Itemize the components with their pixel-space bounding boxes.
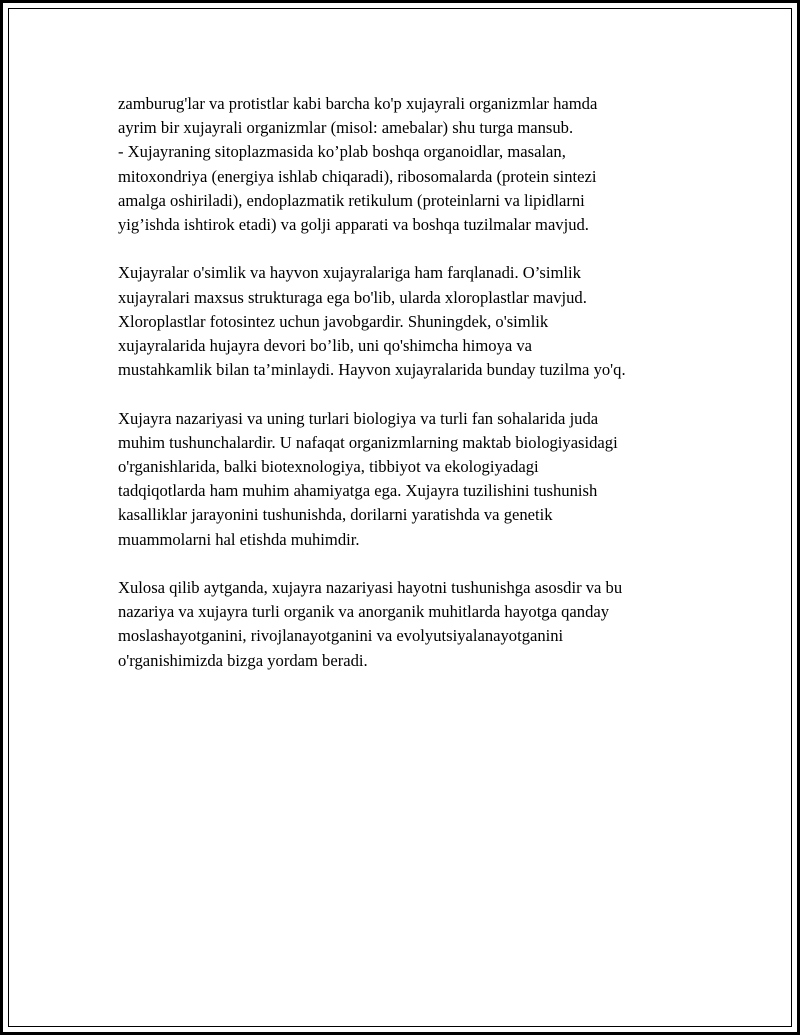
text-line: mustahkamlik bilan ta’minlaydi. Hayvon xujayralarida bunday tuzilma yo'q. xyxy=(118,360,626,380)
text-line: kasalliklar jarayonini tushunishda, dorilarni yaratishda va genetik xyxy=(118,505,553,525)
document-body xyxy=(118,92,718,697)
text-line: Xujayra nazariyasi va uning turlari biologiya va turli fan sohalarida juda xyxy=(118,408,599,428)
text-line: nazariya va xujayra turli organik va anorganik muhitlarda hayotga qanday xyxy=(118,602,610,622)
text-line: Xulosa qilib aytganda, xujayra nazariyasi hayotni tushunishga asosdir va bu xyxy=(118,578,623,598)
text-line: - Xujayraning sitoplazmasida ko’plab boshqa organoidlar, masalan, xyxy=(118,142,566,162)
text-line: mitoxondriya (energiya ishlab chiqaradi), ribosomalarda (protein sintezi xyxy=(118,166,597,186)
text-line: o'rganishlarida, balki biotexnologiya, tibbiyot va ekologiyadagi xyxy=(118,457,539,477)
text-line: moslashayotganini, rivojlanayotganini va evolyutsiyalanayotganini xyxy=(118,626,564,646)
text-line: amalga oshiriladi), endoplazmatik retikulum (proteinlarni va lipidlarni xyxy=(118,190,585,210)
paragraph-2 xyxy=(118,261,718,382)
text-line: xujayralari maxsus strukturaga ega bo'lib, ularda xloroplastlar mavjud. xyxy=(118,287,587,307)
paragraph-3 xyxy=(118,407,718,552)
text-line: yig’ishda ishtirok etadi) va golji apparati va boshqa tuzilmalar mavjud. xyxy=(118,215,589,235)
text-line: xujayralarida hujayra devori bo’lib, uni qo'shimcha himoya va xyxy=(118,336,533,356)
paragraph-1 xyxy=(118,92,718,237)
text-line: Xujayralar o'simlik va hayvon xujayralariga ham farqlanadi. O’simlik xyxy=(118,263,581,283)
text-line: zamburug'lar va protistlar kabi barcha ko'p xujayrali organizmlar hamda xyxy=(118,94,598,113)
text-line: o'rganishimizda bizga yordam beradi. xyxy=(118,650,368,670)
text-line: tadqiqotlarda ham muhim ahamiyatga ega. Xujayra tuzilishini tushunish xyxy=(118,481,598,501)
text-line: muammolarni hal etishda muhimdir. xyxy=(118,529,360,549)
paragraph-4 xyxy=(118,576,718,673)
text-line: Xloroplastlar fotosintez uchun javobgardir. Shuningdek, o'simlik xyxy=(118,311,549,331)
text-line: muhim tushunchalardir. U nafaqat organizmlarning maktab biologiyasidagi xyxy=(118,432,618,452)
text-line: ayrim bir xujayrali organizmlar (misol: amebalar) shu turga mansub. xyxy=(118,118,574,138)
